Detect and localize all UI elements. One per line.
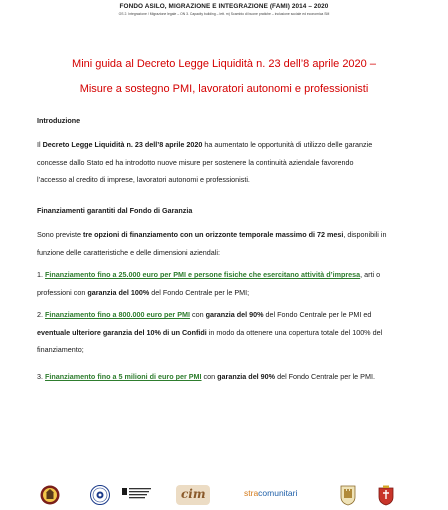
item3-line-1 — [37, 368, 417, 386]
stracomunitari-text-b: comunitari — [258, 488, 298, 498]
city-crest — [378, 485, 394, 506]
list-item — [37, 306, 417, 359]
item-text: professioni con — [37, 287, 88, 297]
university-text-logo — [122, 487, 154, 503]
list-item — [37, 266, 417, 301]
item-text: del Fondo Centrale per le PMI ed — [263, 310, 372, 319]
intro-paragraph — [37, 136, 417, 189]
options-summary: tre opzioni di finanziamento con un orizzonte temporale massimo di 72 mesi — [82, 230, 344, 239]
cim-logo — [176, 485, 210, 505]
guarantee-percent: garanzia del 90% — [217, 372, 276, 381]
item2-line-1 — [37, 306, 417, 324]
intro-heading: Introduzione — [37, 116, 81, 125]
stracomunitari-logo-text — [244, 488, 297, 498]
intro-text: Il — [37, 140, 43, 149]
section-paragraph — [37, 226, 417, 261]
list-item — [37, 368, 417, 386]
section-line-2: funzione delle caratteristiche e delle dimensioni aziendali: — [37, 247, 220, 257]
additional-guarantee: eventuale ulteriore garanzia del 10% di un Confidi — [37, 327, 207, 337]
section-heading: Finanziamenti garantiti dal Fondo di Garanzia — [37, 206, 193, 215]
item2-line-3: finanziamento; — [37, 345, 84, 354]
decree-name: Decreto Legge Liquidità n. 23 dell’8 aprile 2020 — [42, 140, 203, 149]
stracomunitari-text-a: stra — [244, 488, 259, 498]
partner-logos — [0, 482, 448, 510]
header-title: FONDO ASILO, MIGRAZIONE E INTEGRAZIONE (FAMI) 2014 – 2020 — [119, 3, 329, 10]
item2-line-2 — [37, 324, 417, 342]
item-text: in modo da ottenere una copertura totale del 100% del — [206, 327, 383, 337]
document-title-line1: Mini guida al Decreto Legge Liquidità n. 23 dell’8 aprile 2020 – — [72, 58, 376, 70]
item-text: con — [201, 372, 218, 381]
item-number: 1. — [37, 270, 45, 279]
intro-line-3: l’accesso al credito di imprese, lavoratori autonomi e professionisti. — [37, 175, 250, 184]
item-text: del Fondo Centrale per le PMI. — [275, 372, 375, 381]
item-number: 3. — [37, 372, 45, 381]
item3-link[interactable]: Finanziamento fino a 5 milioni di euro per PMI — [45, 372, 202, 381]
item-text: con — [190, 310, 206, 319]
item2-link[interactable]: Finanziamento fino a 800.000 euro per PMI — [45, 310, 190, 319]
intro-text: ha aumentato le opportunità di utilizzo delle garanzie — [202, 140, 373, 149]
section-line-1 — [37, 226, 417, 244]
guarantee-percent: garanzia del 100% — [87, 287, 150, 297]
guarantee-percent: garanzia del 90% — [205, 310, 264, 319]
castle-crest — [340, 484, 356, 506]
section-text: Sono previste — [37, 230, 83, 239]
intro-line-2: concesse dallo Stato ed ha introdotto nuove misure per sostenere la continuità aziendale favorendo — [37, 157, 354, 167]
section-text: , disponibili in — [343, 230, 387, 239]
intro-line-1 — [37, 136, 417, 154]
item1-line-1 — [37, 266, 417, 284]
church-logo — [40, 485, 60, 505]
header-subtitle: OS 2. Integrazione / Migrazione legale – ON 3. Capacity building – lett. m) Scambio di buone pratiche – inclusione sociale ed economica SM — [118, 12, 330, 16]
university-seal — [90, 485, 110, 505]
cim-logo-text: cim — [181, 487, 206, 501]
document-title-line2: Misure a sostegno PMI, lavoratori autonomi e professionisti — [79, 83, 369, 95]
item-text: , arti o — [360, 270, 381, 279]
item-number: 2. — [37, 310, 45, 319]
item-text: del Fondo Centrale per le PMI; — [149, 287, 250, 297]
item1-link[interactable]: Finanziamento fino a 25.000 euro per PMI e persone fisiche che esercitano attività d’impresa — [45, 270, 361, 279]
stracomunitari-logo — [244, 484, 320, 506]
item1-line-2 — [37, 284, 417, 302]
